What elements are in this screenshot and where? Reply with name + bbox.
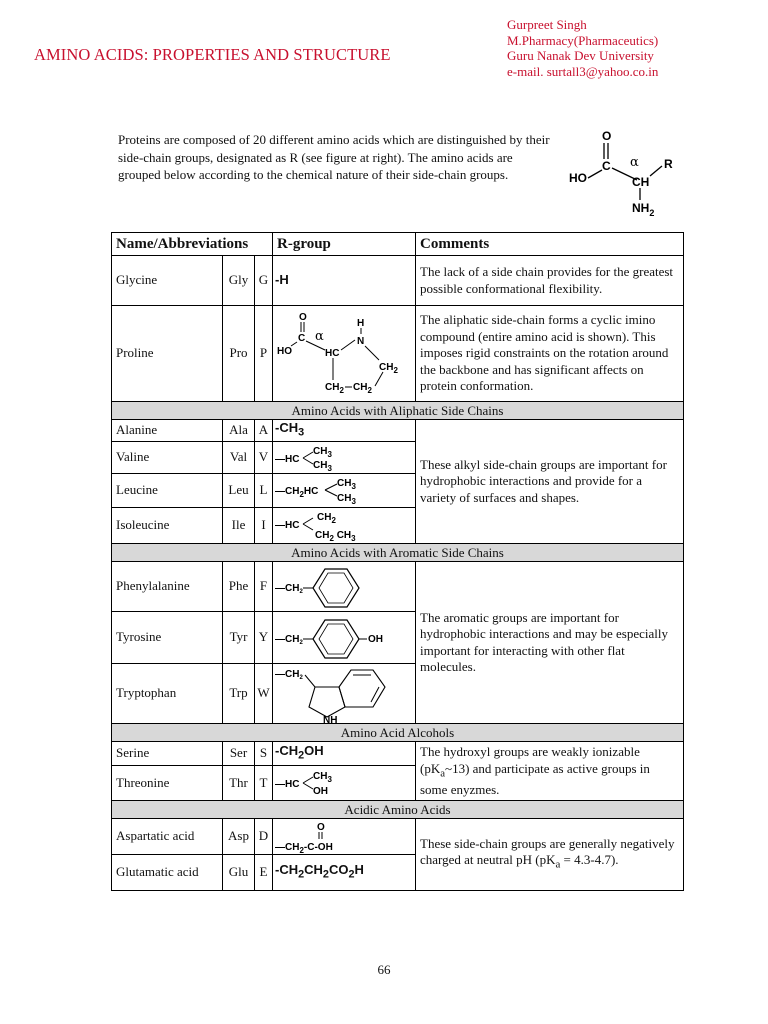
ch-label: CH (632, 175, 650, 189)
svg-text:—CH2: $—CH_2$ (275, 633, 303, 646)
aa-rgroup (273, 508, 416, 544)
aa-name: Serine (112, 742, 223, 766)
aa-abbr1: W (255, 664, 273, 724)
svg-text:OH: OH (313, 786, 328, 798)
author-name: Gurpreet Singh (507, 17, 587, 32)
aliphatic-comment: These alkyl side-chain groups are important for hydrophobic interactions and provide for a variety of surfaces and shapes. (416, 420, 684, 544)
aa-comment: The lack of a side chain provides for the greatest possible conformational flexibility. (416, 256, 684, 306)
table-row (112, 562, 684, 612)
aa-abbr1: D (255, 819, 273, 855)
svg-text:OH: OH (368, 633, 383, 645)
svg-text:—HC: —HC (275, 779, 300, 791)
aa-name: Valine (112, 442, 223, 474)
svg-text:CH2: $CH_2$ (379, 361, 398, 375)
svg-text:—HC: —HC (275, 453, 300, 465)
amino-acid-table (111, 232, 684, 891)
aa-rgroup (273, 562, 416, 612)
svg-text:—CH2: $—CH_2$ (275, 582, 303, 595)
aa-name: Glycine (112, 256, 223, 306)
table-row (112, 420, 684, 442)
group-heading: Acidic Amino Acids (112, 801, 684, 819)
aa-name: Aspartatic acid (112, 819, 223, 855)
svg-text:HC: HC (325, 347, 340, 359)
header-comments: Comments (416, 233, 684, 256)
aa-name: Alanine (112, 420, 223, 442)
svg-text:O: O (317, 821, 325, 833)
svg-text:CH3: $CH_3$ (313, 771, 332, 785)
proline-structure (275, 308, 413, 400)
aa-abbr1: A (255, 420, 273, 442)
aa-abbr1: F (255, 562, 273, 612)
svg-text:CH2 CH3: $CH_2$ $CH_3$ (315, 529, 356, 542)
header-rgroup: R-group (273, 233, 416, 256)
aa-abbr3: Gly (223, 256, 255, 306)
author-email: e-mail. surtall3@yahoo.co.in (507, 63, 659, 79)
aa-rgroup: $-CH_2OH$ (273, 742, 416, 766)
svg-text:CH3: $CH_3$ (337, 477, 356, 491)
aa-abbr3: Asp (223, 819, 255, 855)
table-row (112, 742, 684, 766)
table-row (112, 819, 684, 855)
aa-rgroup (273, 819, 416, 855)
table-row (112, 306, 684, 402)
aa-rgroup (273, 612, 416, 664)
svg-text:CH3: $CH_3$ (337, 492, 356, 506)
author-degree: M.Pharmacy(Pharmaceutics) (507, 32, 659, 48)
svg-text:CH2: $CH_2$ (317, 511, 336, 525)
aa-rgroup (273, 442, 416, 474)
svg-text:CH3: $CH_3$ (313, 445, 332, 459)
table-row (112, 256, 684, 306)
table-header-row (112, 233, 684, 256)
aa-rgroup (273, 306, 416, 402)
aa-abbr1: P (255, 306, 273, 402)
svg-text:N: N (357, 335, 365, 347)
group-row-alcohols (112, 724, 684, 742)
aromatic-comment: The aromatic groups are important for hydrophobic interactions and may be especially important for interacting with other flat molecules. (416, 562, 684, 724)
aa-rgroup: $-CH_3$ (273, 420, 416, 442)
aa-abbr1: T (255, 766, 273, 801)
author-university: Guru Nanak Dev University (507, 48, 654, 63)
svg-text:C: C (298, 332, 306, 344)
general-amino-acid-structure (562, 128, 692, 218)
aa-name: Proline (112, 306, 223, 402)
group-heading: Amino Acids with Aliphatic Side Chains (112, 402, 684, 420)
svg-text:NH: NH (323, 714, 338, 723)
aa-abbr3: Thr (223, 766, 255, 801)
aa-name: Threonine (112, 766, 223, 801)
acidic-comment: These side-chain groups are generally negatively charged at neutral pH $(pK_a = 4.3-4.7)$. (416, 819, 684, 891)
aa-abbr3: Ile (223, 508, 255, 544)
aa-abbr3: Tyr (223, 612, 255, 664)
aa-abbr1: S (255, 742, 273, 766)
svg-text:—HC: —HC (275, 519, 300, 531)
aa-abbr3: Val (223, 442, 255, 474)
aa-abbr3: Pro (223, 306, 255, 402)
ho-label: HO (569, 171, 587, 185)
svg-text:O: O (299, 311, 307, 323)
aa-name: Phenylalanine (112, 562, 223, 612)
author-block (507, 17, 658, 79)
aa-abbr3: Leu (223, 474, 255, 508)
nh2-label: $NH_2$ (632, 201, 655, 218)
r-label: R (664, 157, 673, 171)
svg-text:CH2: $CH_2$ (353, 381, 372, 395)
svg-text:H: H (357, 317, 365, 329)
aa-name: Tyrosine (112, 612, 223, 664)
svg-text:CH2: $CH_2$ (325, 381, 344, 395)
page-title: AMINO ACIDS: PROPERTIES AND STRUCTURE (34, 45, 391, 64)
aa-abbr1: L (255, 474, 273, 508)
aa-abbr3: Glu (223, 855, 255, 891)
intro-paragraph: Proteins are composed of 20 different amino acids which are distinguished by their side-chain groups, designated as R (see figure at right). The amino acids are grouped below according to the chemical nature of their side-chain groups. (118, 132, 550, 183)
alpha-label: α (630, 155, 639, 170)
aa-name: Tryptophan (112, 664, 223, 724)
aa-abbr3: Ser (223, 742, 255, 766)
svg-text:α: α (315, 328, 324, 344)
aa-abbr1: E (255, 855, 273, 891)
aa-name: Leucine (112, 474, 223, 508)
aa-abbr1: G (255, 256, 273, 306)
aa-comment: The aliphatic side-chain forms a cyclic imino compound (entire amino acid is shown). This imposes rigid constraints on the rotation around the backbone and has significant affects on protein conformation. (416, 306, 684, 402)
svg-text:—CH2HC: $—CH_2HC$ (275, 485, 319, 499)
svg-text:HO: HO (277, 345, 292, 357)
group-row-aliphatic (112, 402, 684, 420)
aa-rgroup: $-CH_2CH_2CO_2H$ (273, 855, 416, 891)
svg-text:—CH2-C-OH: $—CH_2-C-OH$ (275, 841, 333, 854)
aa-name: Isoleucine (112, 508, 223, 544)
group-heading: Amino Acids with Aromatic Side Chains (112, 544, 684, 562)
aa-abbr3: Ala (223, 420, 255, 442)
header-name: Name/Abbreviations (112, 233, 273, 256)
aa-abbr1: Y (255, 612, 273, 664)
aa-abbr1: V (255, 442, 273, 474)
aa-name: Glutamatic acid (112, 855, 223, 891)
aa-rgroup (273, 474, 416, 508)
aa-abbr1: I (255, 508, 273, 544)
svg-text:—CH2: $—CH_2$ (275, 668, 303, 681)
page-number: 66 (377, 962, 391, 977)
svg-text:CH3: $CH_3$ (313, 459, 332, 472)
group-row-acidic (112, 801, 684, 819)
aa-abbr3: Trp (223, 664, 255, 724)
carbon-label: C (602, 159, 611, 173)
group-heading: Amino Acid Alcohols (112, 724, 684, 742)
alcohol-comment: The hydroxyl groups are weakly ionizable $(pK_a\sim 13)$ and participate as active groups in some enyzmes. (416, 742, 684, 801)
aa-rgroup: -H (273, 256, 416, 306)
oxygen-label: O (602, 129, 612, 143)
group-row-aromatic (112, 544, 684, 562)
aa-rgroup (273, 664, 416, 724)
aa-rgroup (273, 766, 416, 801)
aa-abbr3: Phe (223, 562, 255, 612)
